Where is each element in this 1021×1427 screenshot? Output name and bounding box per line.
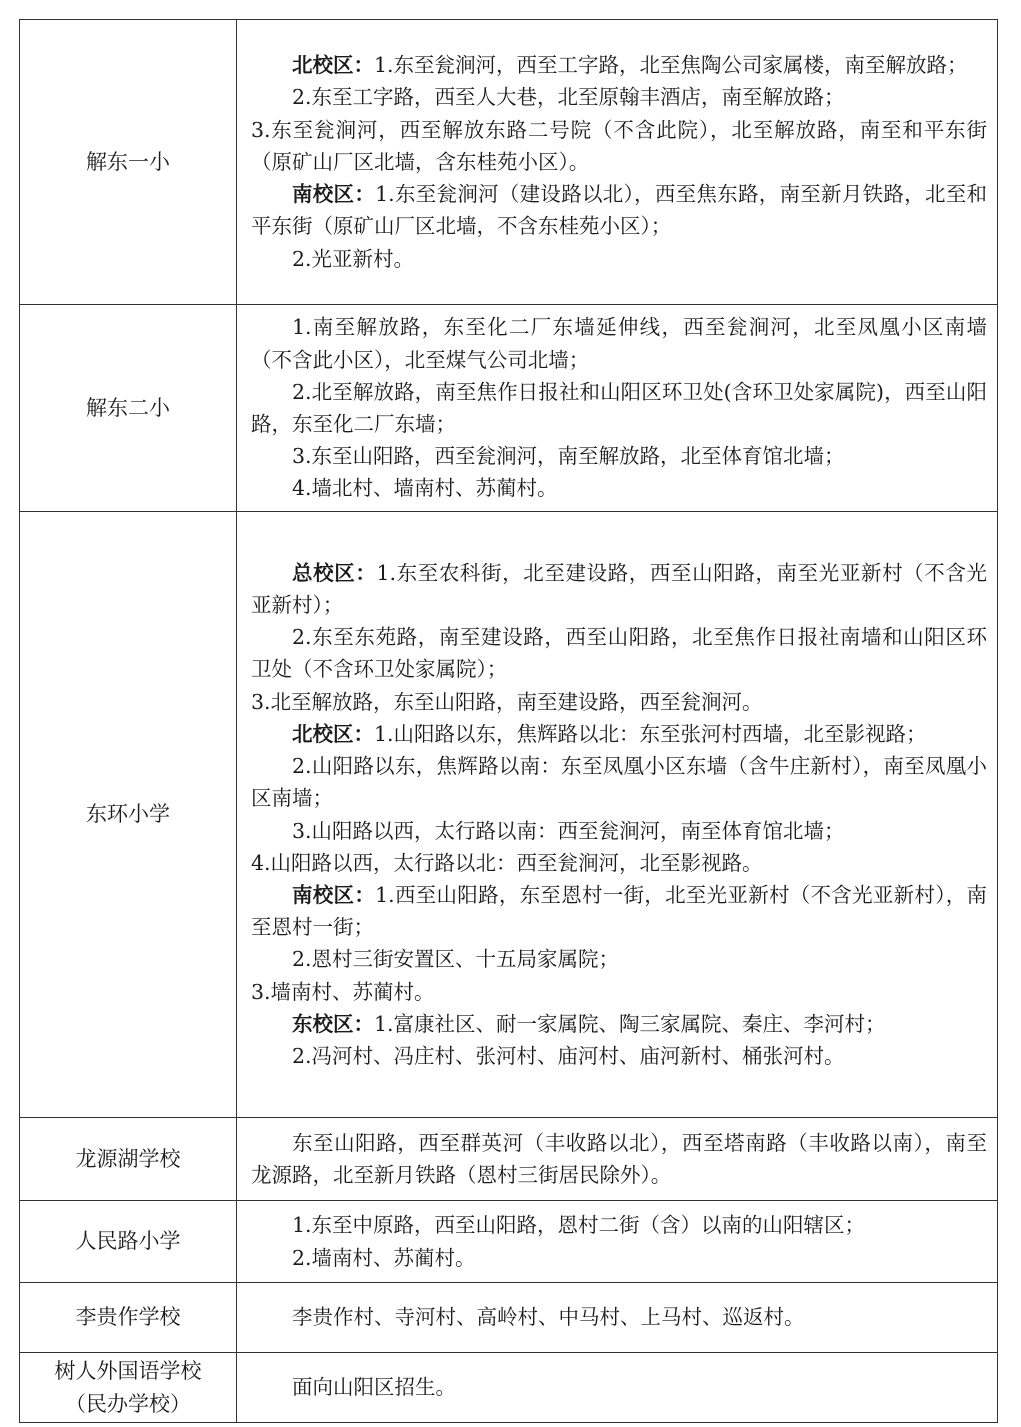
school-name: 人民路小学 <box>20 1201 237 1283</box>
zone-line <box>251 81 987 113</box>
table-row <box>20 512 998 1118</box>
zone-description <box>237 1201 998 1283</box>
school-name: 解东二小 <box>20 305 237 512</box>
table-row <box>20 305 998 512</box>
school-name-line: 树人外国语学校 <box>54 1358 202 1383</box>
zone-text: 3.山阳路以西，太行路以南：西至瓮涧河，南至体育馆北墙； <box>292 818 845 843</box>
zone-text: 2.光亚新村。 <box>292 246 415 271</box>
campus-label: 南校区： <box>292 882 376 907</box>
zone-line <box>251 943 987 975</box>
zone-text: 东至山阳路，西至群英河（丰收路以北），西至塔南路（丰收路以南），南至龙源路，北至新月铁路（恩村三街居民除外）。 <box>251 1130 987 1187</box>
campus-label: 北校区： <box>292 721 374 746</box>
zone-text: 1.南至解放路，东至化二厂东墙延伸线，西至瓮涧河，北至凤凰小区南墙（不含此小区），北至煤气公司北墙； <box>251 315 987 372</box>
zone-text: 2.东至工字路，西至人大巷，北至原翰丰酒店，南至解放路； <box>292 85 845 110</box>
zone-line <box>251 621 987 685</box>
zone-text: 1.山阳路以东，焦辉路以北：东至张河村西墙，北至影视路； <box>374 721 927 746</box>
campus-label: 总校区： <box>292 560 377 585</box>
zone-line <box>251 49 987 81</box>
zone-text: 1.富康社区、耐一家属院、陶三家属院、秦庄、李河村； <box>374 1011 886 1036</box>
zone-line <box>251 686 987 718</box>
zone-line <box>251 440 987 472</box>
table-row <box>20 1353 998 1423</box>
zone-line <box>251 1209 987 1241</box>
zone-description <box>237 512 998 1118</box>
zone-description <box>237 1283 998 1353</box>
zone-text: 4.山阳路以西，太行路以北：西至瓮涧河，北至影视路。 <box>251 850 763 875</box>
zone-description <box>237 1353 998 1423</box>
zone-line <box>251 1301 987 1333</box>
zone-line <box>251 718 987 750</box>
school-name: 龙源湖学校 <box>20 1118 237 1201</box>
school-name: 解东一小 <box>20 20 237 305</box>
zone-line <box>251 311 987 375</box>
zone-text: 3.东至山阳路，西至瓮涧河，南至解放路，北至体育馆北墙； <box>292 444 845 469</box>
zone-line <box>251 847 987 879</box>
zone-description <box>237 1118 998 1201</box>
zone-text: 4.墙北村、墙南村、苏蔺村。 <box>292 476 558 501</box>
enrollment-zone-table <box>19 19 998 1423</box>
zone-line <box>251 879 987 943</box>
zone-line <box>251 178 987 242</box>
zone-text: 1.西至山阳路，东至恩村一街，北至光亚新村（不含光亚新村），南至恩村一街； <box>251 882 988 940</box>
zone-text: 2.冯河村、冯庄村、张河村、庙河村、庙河新村、桶张河村。 <box>292 1043 845 1068</box>
zone-text: 3.墙南村、苏蔺村。 <box>251 979 435 1004</box>
school-name-line: （民办学校） <box>65 1391 191 1416</box>
zone-line <box>251 1008 987 1040</box>
zone-text: 2.恩村三街安置区、十五局家属院； <box>292 947 620 972</box>
zone-line <box>251 472 987 504</box>
zone-line <box>251 1040 987 1072</box>
zone-line <box>251 114 987 178</box>
zone-line <box>251 750 987 814</box>
zone-description <box>237 20 998 305</box>
zone-line <box>251 376 987 440</box>
zone-text: 1.东至瓮涧河，西至工字路，北至焦陶公司家属楼，南至解放路； <box>374 53 968 78</box>
zone-line <box>251 1371 987 1403</box>
zone-text: 3.东至瓮涧河，西至解放东路二号院（不含此院），北至解放路，南至和平东街（原矿山厂区北墙，含东桂苑小区）。 <box>251 117 987 174</box>
zone-text: 李贵作村、寺河村、高岭村、中马村、上马村、巡返村。 <box>292 1305 805 1330</box>
zone-text: 3.北至解放路，东至山阳路，南至建设路，西至瓮涧河。 <box>251 689 763 714</box>
zone-line <box>251 1127 987 1191</box>
school-name: 东环小学 <box>20 512 237 1118</box>
campus-label: 南校区： <box>292 182 376 207</box>
zone-text: 1.东至农科街，北至建设路，西至山阳路，南至光亚新村（不含光亚新村）； <box>251 560 988 618</box>
zone-text: 1.东至中原路，西至山阳路，恩村二街（含）以南的山阳辖区； <box>292 1213 866 1238</box>
zone-line <box>251 1242 987 1274</box>
zone-line <box>251 557 987 621</box>
campus-label: 北校区： <box>292 53 374 78</box>
zone-line <box>251 815 987 847</box>
school-name: 李贵作学校 <box>20 1283 237 1353</box>
zone-text: 面向山阳区招生。 <box>292 1375 456 1400</box>
table-row <box>20 1201 998 1283</box>
table-row <box>20 20 998 305</box>
zone-text: 1.东至瓮涧河（建设路以北），西至焦东路，南至新月铁路，北至和平东街（原矿山厂区北墙，不含东桂苑小区）； <box>251 182 988 239</box>
campus-label: 东校区： <box>292 1011 374 1036</box>
zone-text: 2.北至解放路，南至焦作日报社和山阳区环卫处(含环卫处家属院)，西至山阳路，东至化二厂东墙； <box>251 379 987 436</box>
zone-text: 2.山阳路以东，焦辉路以南：东至凤凰小区东墙（含牛庄新村），南至凤凰小区南墙； <box>251 754 987 811</box>
table-row <box>20 1283 998 1353</box>
zone-text: 2.东至东苑路，南至建设路，西至山阳路，北至焦作日报社南墙和山阳区环卫处（不含环卫处家属院）； <box>251 625 987 682</box>
school-name <box>20 1353 237 1423</box>
zone-description <box>237 305 998 512</box>
zone-text: 2.墙南村、苏蔺村。 <box>292 1245 476 1270</box>
table-row <box>20 1118 998 1201</box>
zone-line <box>251 976 987 1008</box>
zone-line <box>251 243 987 275</box>
